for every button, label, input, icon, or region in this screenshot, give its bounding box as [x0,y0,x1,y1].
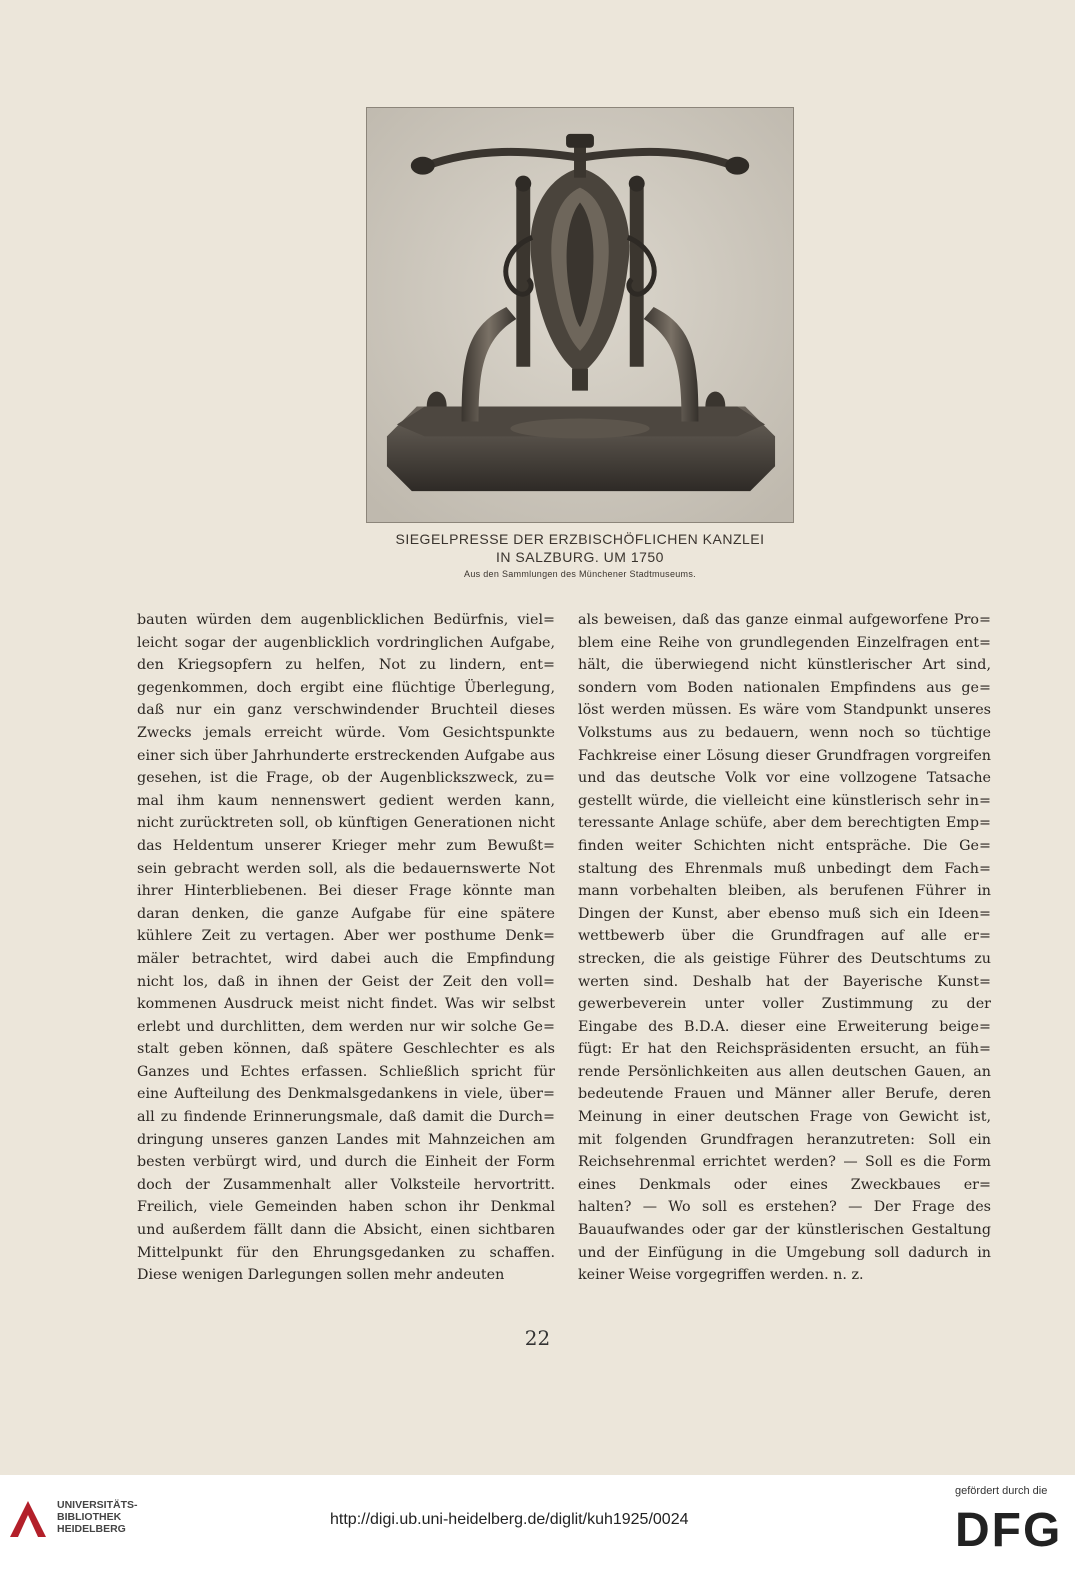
text-line: gestellt würde, die vielleicht eine künstlerisch sehr in= [578,792,991,809]
text-line: rende Persönlichkeiten aus allen deutschen Gauen, an [578,1063,991,1080]
caption-title: SIEGELPRESSE DER ERZBISCHÖFLICHEN KANZLEI [395,531,765,547]
text-line: gewerbeverein unter voller Zustimmung zu der [578,996,991,1013]
text-line: bedeutende Frauen und Männer aller Berufe, deren [578,1086,991,1103]
text-line: strecken, die als geistige Führer des Deutschtums zu [578,950,991,967]
text-line: mann vorbehalten bleiben, als berufenen Führer in [578,883,991,900]
page-number: 22 [524,1326,551,1350]
text-line: gegenkommen, doch ergibt eine flüchtige Überlegung, [137,679,555,696]
text-line: halten? — Wo soll es erstehen? — Der Frage des [578,1199,991,1216]
text-line: das Heldentum unserer Krieger mehr zum Bewußt= [137,837,555,854]
caption-credit: Aus den Sammlungen des Münchener Stadtmuseums. [464,569,696,579]
text-line: besten verbürgt wird, und durch die Einheit der Form [137,1154,555,1171]
text-line: als beweisen, daß das ganze einmal aufgeworfene Pro= [578,612,991,628]
text-line: nicht zurücktreten soll, ob künftigen Generationen nicht [137,815,555,832]
text-column-right [578,609,991,1287]
text-line: Fachkreise einer Lösung dieser Grundfragen vorgreifen [578,747,991,764]
text-line: erlebt und durchlitten, dem werden nur wir solche Ge= [137,1018,555,1035]
text-line: mal ihm kaum nennenswert gedient werden kann, [137,792,555,809]
university-library-logo-icon [6,1497,50,1541]
text-line: keiner Weise vorgegriffen werden. n. z. [578,1267,864,1284]
text-line: Reichsehrenmal errichtet werden? — Soll es die Form [578,1154,991,1171]
text-line: und das deutsche Volk vor eine vollzogene Tatsache [578,770,991,787]
institution-line: HEIDELBERG [57,1523,126,1535]
source-url-link[interactable]: http://digi.ub.uni-heidelberg.de/diglit/kuh1925/0024 [330,1511,689,1528]
text-line: und außerdem fällt dann die Absicht, einen sichtbaren [137,1222,555,1239]
dfg-logo: DFG [955,1504,1063,1557]
text-line: mäler betrachtet, wird dabei auch die Empfindung [137,950,555,967]
text-line: Ganzes und Echtes erfassen. Schließlich spricht für [137,1063,555,1080]
text-line: gesehen, ist die Frage, ob der Augenblickszweck, zu= [137,770,555,787]
text-line: und der Einfügung in die Umgebung soll dadurch in [578,1244,991,1261]
text-line: Meinung in einer deutschen Frage von Gewicht ist, [578,1109,991,1126]
text-line: finden weiter Schichten nicht entspräche. Die Ge= [578,837,991,854]
text-line: einer sich über Jahrhunderte erstreckenden Aufgabe aus [137,747,555,764]
funding-label: gefördert durch die [955,1485,1048,1497]
caption-subtitle: IN SALZBURG. UM 1750 [496,549,664,565]
text-line: staltung des Ehrenmals muß unbedingt dem Fach= [578,860,991,877]
footer-bar [0,1475,1075,1578]
text-line: Diese wenigen Darlegungen sollen mehr andeuten [137,1267,505,1284]
text-line: eine Aufteilung des Denkmalsgedankens in viele, über= [137,1086,555,1103]
text-line: kommenen Ausdruck meist nicht findet. Was wir selbst [137,996,555,1013]
text-line: Freilich, viele Gemeinden haben schon ihr Denkmal [137,1199,555,1216]
text-line: den Kriegsopfern zu helfen, Not zu lindern, ent= [137,657,555,674]
text-line: dringung unseres ganzen Landes mit Mahnzeichen am [137,1131,555,1148]
text-line: Mittelpunkt für den Ehrungsgedanken zu schaffen. [137,1244,555,1261]
text-line: Zwecks jemals erreicht würde. Vom Gesichtspunkte [137,724,555,741]
text-line: werten sind. Deshalb hat der Bayerische Kunst= [578,973,991,990]
seal-press-illustration [367,108,793,522]
text-line: wettbewerb über die Grundfragen auf alle er= [578,928,991,945]
text-line: sein gebracht werden soll, als die bedauernswerte Not [137,860,555,877]
text-line: teressante Anlage schüfe, aber dem berechtigten Emp= [578,815,991,832]
text-line: sondern vom Boden nationalen Empfindens aus ge= [578,679,991,696]
text-line: all zu findende Erinnerungsmale, daß damit die Durch= [137,1109,555,1126]
text-line: daran denken, die ganze Aufgabe für eine spätere [137,905,555,922]
text-line: Eingabe des B.D.A. dieser eine Erweiterung beige= [578,1018,991,1035]
text-line: fügt: Er hat den Reichspräsidenten ersucht, an füh= [578,1041,991,1058]
text-line: mit folgenden Grundfragen heranzutreten: Soll ein [578,1131,991,1148]
text-line: Bauaufwandes oder gar der künstlerischen Gestaltung [578,1222,991,1239]
institution-name [57,1499,138,1535]
text-line: nicht los, daß in ihnen der Geist der Zeit den voll= [137,973,555,990]
text-line: doch der Zusammenhalt aller Volksteile hervortritt. [137,1176,555,1193]
text-line: daß nur ein ganz verschwindender Bruchteil dieses [137,702,555,719]
text-line: hält, die überwiegend nicht künstlerischer Art sind, [578,657,991,674]
text-line: blem eine Reihe von grundlegenden Einzelfragen ent= [578,634,991,651]
text-line: stalt geben können, daß spätere Geschlechter es als [137,1041,555,1058]
text-line: ihrer Hinterbliebenen. Bei dieser Frage könnte man [137,883,555,900]
text-line: Volkstums aus zu bedauern, wenn noch so tüchtige [578,724,991,741]
text-line: leicht sogar der augenblicklich vordringlichen Aufgabe, [137,634,555,651]
seal-press-photograph [366,107,794,523]
institution-line: UNIVERSITÄTS- [57,1499,138,1511]
text-line: eines Denkmals oder eines Zweckbaues er= [578,1176,991,1193]
text-line: Dingen der Kunst, aber ebenso muß sich ein Ideen= [578,905,991,922]
text-column-left [137,609,555,1287]
institution-line: BIBLIOTHEK [57,1511,122,1523]
text-line: löst werden müssen. Es wäre vom Standpunkt unseres [578,702,991,719]
text-line: kühlere Zeit zu vertagen. Aber wer posthume Denk= [137,928,555,945]
text-line: bauten würden dem augenblicklichen Bedürfnis, viel= [137,612,555,628]
